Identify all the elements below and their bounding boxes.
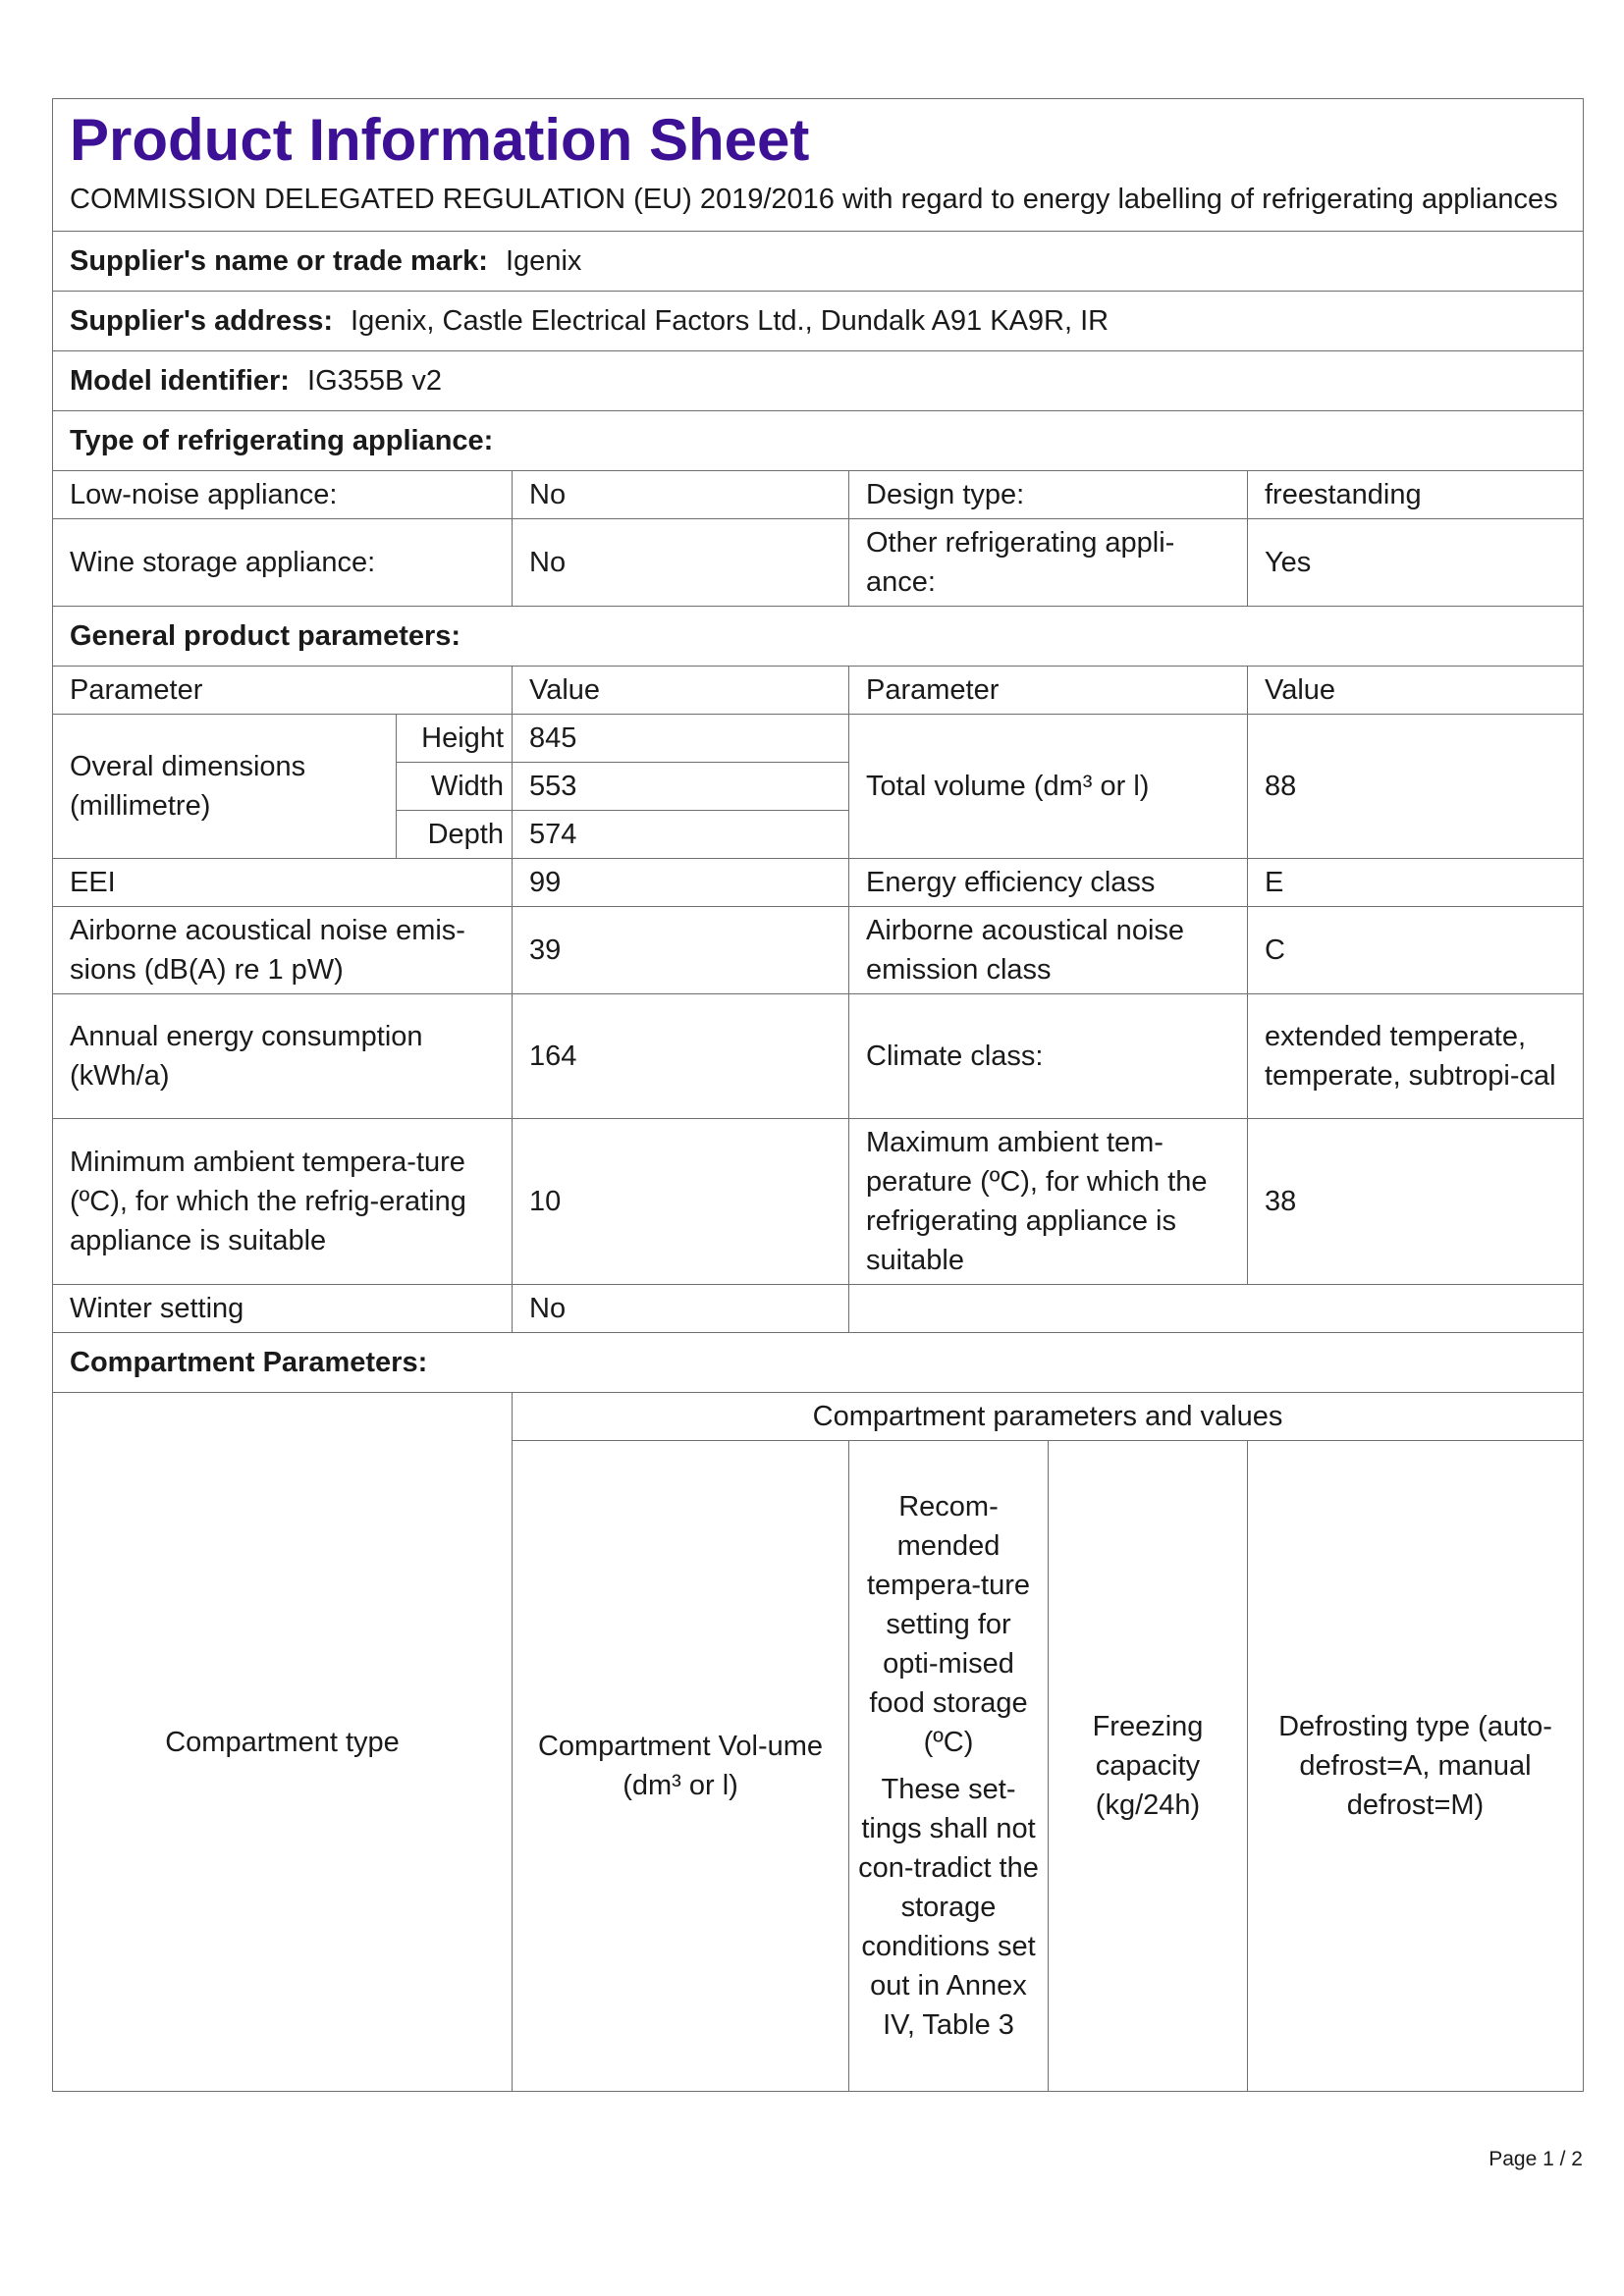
model-identifier-value: IG355B v2 xyxy=(307,365,443,397)
supplier-address-label: Supplier's address: xyxy=(70,305,333,337)
recommended-temp-header xyxy=(849,1441,1049,2092)
total-volume-value: 88 xyxy=(1248,715,1584,859)
height-label: Height xyxy=(397,715,513,763)
width-value: 553 xyxy=(513,763,849,811)
header-cell xyxy=(53,99,1584,232)
dimensions-label: Overal dimensions (millimetre) xyxy=(53,715,397,859)
min-temp-label: Minimum ambient tempera-ture (ºC), for which the refrig-erating appliance is suitable xyxy=(53,1119,513,1285)
other-appliance-label: Other refrigerating appli-ance: xyxy=(849,519,1248,607)
wine-storage-value: No xyxy=(513,519,849,607)
winter-setting-value: No xyxy=(513,1285,849,1333)
noise-emissions-value: 39 xyxy=(513,907,849,994)
width-label: Width xyxy=(397,763,513,811)
model-identifier-label: Model identifier: xyxy=(70,365,290,397)
page-number: Page 1 / 2 xyxy=(1489,2148,1583,2170)
climate-class-value: extended temperate, temperate, subtropi-cal xyxy=(1248,994,1584,1119)
model-identifier-row xyxy=(53,351,1584,411)
freezing-capacity-header: Freezing capacity (kg/24h) xyxy=(1049,1441,1248,2092)
compartment-volume-header: Compartment Vol-ume (dm³ or l) xyxy=(513,1441,849,2092)
height-value: 845 xyxy=(513,715,849,763)
energy-class-value: E xyxy=(1248,859,1584,907)
compartment-parameters-heading: Compartment Parameters: xyxy=(53,1333,1584,1393)
design-type-value: freestanding xyxy=(1248,471,1584,519)
col-parameter-1: Parameter xyxy=(53,667,513,715)
page-title: Product Information Sheet xyxy=(70,107,810,173)
energy-class-label: Energy efficiency class xyxy=(849,859,1248,907)
appliance-type-heading: Type of refrigerating appliance: xyxy=(53,411,1584,471)
eei-value: 99 xyxy=(513,859,849,907)
recommended-temp-note: These set-tings shall not con-tradict the storage conditions set out in Annex IV, Table 3 xyxy=(858,1774,1039,2041)
noise-class-value: C xyxy=(1248,907,1584,994)
col-value-1: Value xyxy=(513,667,849,715)
other-appliance-value: Yes xyxy=(1248,519,1584,607)
defrosting-type-header: Defrosting type (auto-defrost=A, manual defrost=M) xyxy=(1248,1441,1584,2092)
annual-energy-label: Annual energy consumption (kWh/a) xyxy=(53,994,513,1119)
regulation-text: COMMISSION DELEGATED REGULATION (EU) 2019/2016 with regard to energy labelling of refrigerating appliances xyxy=(70,184,1558,215)
supplier-name-value: Igenix xyxy=(506,245,582,277)
supplier-name-row xyxy=(53,232,1584,292)
noise-emissions-label: Airborne acoustical noise emis-sions (dB(A) re 1 pW) xyxy=(53,907,513,994)
general-parameters-heading: General product parameters: xyxy=(53,607,1584,667)
winter-setting-label: Winter setting xyxy=(53,1285,513,1333)
max-temp-value: 38 xyxy=(1248,1119,1584,1285)
recommended-temp-text: Recom-mended tempera-ture setting for opti-mised food storage (ºC) xyxy=(866,1491,1030,1758)
wine-storage-label: Wine storage appliance: xyxy=(53,519,513,607)
supplier-address-row xyxy=(53,292,1584,351)
annual-energy-value: 164 xyxy=(513,994,849,1119)
product-information-table xyxy=(52,98,1584,2092)
compartment-group-header: Compartment parameters and values xyxy=(513,1393,1584,1441)
empty-cell xyxy=(849,1285,1584,1333)
compartment-type-header: Compartment type xyxy=(53,1393,513,2092)
eei-label: EEI xyxy=(53,859,513,907)
supplier-address-value: Igenix, Castle Electrical Factors Ltd., Dundalk A91 KA9R, IR xyxy=(351,305,1110,337)
total-volume-label: Total volume (dm³ or l) xyxy=(849,715,1248,859)
min-temp-value: 10 xyxy=(513,1119,849,1285)
depth-label: Depth xyxy=(397,811,513,859)
supplier-name-label: Supplier's name or trade mark: xyxy=(70,245,488,277)
low-noise-label: Low-noise appliance: xyxy=(53,471,513,519)
max-temp-label: Maximum ambient tem-perature (ºC), for which the refrigerating appliance is suitable xyxy=(849,1119,1248,1285)
low-noise-value: No xyxy=(513,471,849,519)
climate-class-label: Climate class: xyxy=(849,994,1248,1119)
col-value-2: Value xyxy=(1248,667,1584,715)
noise-class-label: Airborne acoustical noise emission class xyxy=(849,907,1248,994)
depth-value: 574 xyxy=(513,811,849,859)
design-type-label: Design type: xyxy=(849,471,1248,519)
col-parameter-2: Parameter xyxy=(849,667,1248,715)
